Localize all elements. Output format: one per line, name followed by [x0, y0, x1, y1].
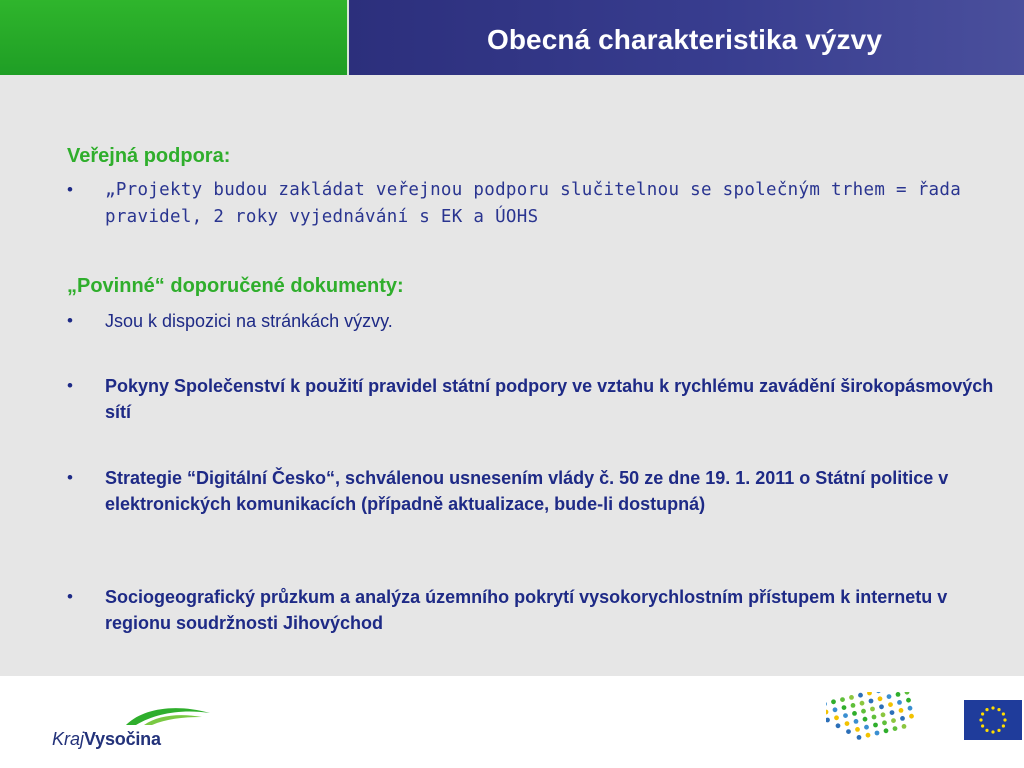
logo-dot	[878, 696, 883, 701]
logo-kraj-text: Kraj	[52, 729, 85, 749]
section-title-povinne-dokumenty: „Povinné“ doporučené dokumenty:	[67, 275, 404, 297]
list-item-text: Strategie “Digitální Česko“, schválenou usnesením vlády č. 50 ze dne 19. 1. 2011 o Státní politice v elektronických komunikacích (případně aktualizace, bude-li dostupná)	[105, 468, 949, 514]
header-green-band	[0, 0, 347, 75]
logo-dot	[842, 705, 847, 710]
eu-star	[1003, 718, 1006, 721]
logo-dot	[881, 712, 886, 717]
page-title: Obecná charakteristika výzvy	[486, 24, 882, 55]
eu-star	[997, 708, 1000, 711]
logo-dot	[826, 718, 830, 723]
logo-dot	[866, 733, 871, 738]
logo-dot	[869, 699, 874, 704]
bullet-icon: •	[67, 468, 73, 487]
logo-dot	[887, 694, 892, 699]
logo-dot	[863, 717, 868, 722]
logo-dot	[836, 723, 841, 728]
list-item	[67, 373, 997, 425]
eu-star	[981, 724, 984, 727]
logo-dot	[879, 704, 884, 709]
list-item-text: Jsou k dispozici na stránkách výzvy.	[105, 311, 393, 331]
logo-dot	[897, 700, 902, 705]
dotted-program-logo-icon	[826, 692, 922, 752]
list-item	[67, 308, 997, 334]
eu-star	[1002, 712, 1005, 715]
logo-dot	[858, 693, 863, 698]
logo-dot	[857, 735, 862, 740]
logo-dot	[900, 716, 905, 721]
logo-dot	[861, 709, 866, 714]
logo-dot	[893, 726, 898, 731]
logo-dot	[896, 692, 901, 697]
kraj-vysocina-logo	[52, 705, 164, 753]
logo-dot	[855, 727, 860, 732]
eu-star	[997, 729, 1000, 732]
logo-dot	[891, 718, 896, 723]
logo-dot	[906, 698, 911, 703]
logo-dot	[909, 714, 914, 719]
bullet-icon: •	[67, 180, 73, 199]
logo-swoosh-icon	[122, 705, 212, 727]
eu-star	[985, 729, 988, 732]
logo-dot	[860, 701, 865, 706]
logo-dot	[849, 695, 854, 700]
logo-dot	[834, 715, 839, 720]
logo-dot	[852, 711, 857, 716]
list-item-text: Sociogeografický průzkum a analýza územního pokrytí vysokorychlostním přístupem k internetu v regionu soudržnosti Jihovýchod	[105, 587, 948, 633]
logo-dot	[875, 731, 880, 736]
logo-dot	[873, 723, 878, 728]
header	[0, 0, 1024, 75]
list-item	[67, 177, 997, 231]
logo-dot	[843, 713, 848, 718]
list-item	[67, 465, 997, 517]
bullet-icon: •	[67, 311, 73, 330]
logo-dot	[890, 710, 895, 715]
eu-star	[991, 706, 994, 709]
logo-dot	[833, 707, 838, 712]
logo-dot	[870, 707, 875, 712]
slide-content	[0, 75, 1024, 676]
logo-dot	[864, 725, 869, 730]
eu-star	[991, 730, 994, 733]
list-item-text: „Projekty budou zakládat veřejnou podporu slučitelnou se společným trhem = řada pravidel, 2 roky vyjednávání s EK a ÚOHS	[105, 180, 962, 227]
footer	[0, 676, 1024, 768]
logo-dot	[884, 728, 889, 733]
bullet-icon: •	[67, 587, 73, 606]
logo-dot	[872, 715, 877, 720]
eu-flag-icon	[964, 700, 1022, 740]
logo-dot	[854, 719, 859, 724]
logo-dot	[888, 702, 893, 707]
section-title-verejna-podpora: Veřejná podpora:	[67, 145, 231, 167]
logo-dot	[826, 702, 827, 707]
logo-dot	[867, 692, 872, 695]
eu-star	[981, 712, 984, 715]
logo-dot	[846, 729, 851, 734]
logo-vysocina-text: Vysočina	[84, 729, 161, 749]
logo-dot	[908, 706, 913, 711]
logo-dot	[876, 692, 881, 693]
logo-dot	[851, 703, 856, 708]
logo-dot	[899, 708, 904, 713]
list-item	[67, 584, 997, 636]
logo-dot	[905, 692, 910, 695]
eu-star	[979, 718, 982, 721]
logo-dot	[882, 720, 887, 725]
logo-dot	[902, 724, 907, 729]
logo-dot	[840, 697, 845, 702]
logo-dot	[826, 710, 828, 715]
eu-stars-icon	[964, 700, 1022, 740]
logo-dot	[845, 721, 850, 726]
logo-dot	[831, 699, 836, 704]
list-item-text: Pokyny Společenství k použití pravidel státní podpory ve vztahu k rychlému zavádění širokopásmových sítí	[105, 376, 994, 422]
eu-star	[985, 708, 988, 711]
eu-star	[1002, 724, 1005, 727]
bullet-icon: •	[67, 376, 73, 395]
